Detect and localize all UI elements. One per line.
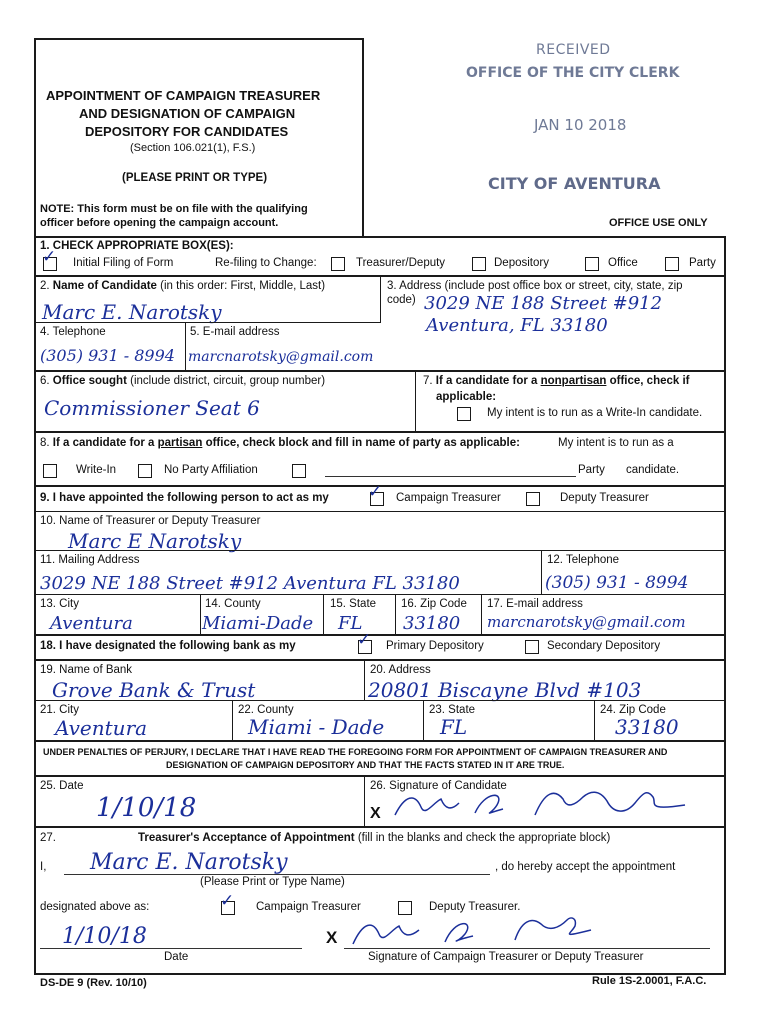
treasurer-telephone-value: (305) 931 - 8994 (545, 573, 689, 593)
candidate-name-value: Marc E. Narotsky (42, 300, 222, 324)
candidate-address-value1: 3029 NE 188 Street #912 (424, 293, 663, 314)
acceptance-signature-label: Signature of Campaign Treasurer or Deputy Treasurer (368, 951, 644, 963)
nonpartisan-label-line1: 7. If a candidate for a nonpartisan office, check if (423, 375, 690, 387)
designated-bank-label: 18. I have designated the following bank as my (40, 640, 296, 652)
treasurer-email-value: marcnarotsky@gmail.com (487, 613, 686, 631)
label-campaign-treasurer: Campaign Treasurer (396, 492, 501, 504)
candidate-email-label: 5. E-mail address (190, 326, 280, 338)
label-treasurer-deputy: Treasurer/Deputy (356, 257, 446, 269)
city-value: Aventura (50, 613, 133, 634)
stamp-date: JAN 10 2018 (534, 116, 627, 134)
form-title-line2: AND DESIGNATION OF CAMPAIGN (79, 106, 296, 121)
state-value: FL (338, 613, 363, 634)
form-title-line3: DEPOSITORY FOR CANDIDATES (85, 124, 289, 139)
city-label: 13. City (40, 598, 79, 610)
state-label: 15. State (330, 598, 377, 610)
label-deputy-treasurer: Deputy Treasurer (560, 492, 649, 504)
perjury-line2: DESIGNATION OF CAMPAIGN DEPOSITORY AND THAT THE FACTS STATED IN IT ARE TRUE. (166, 760, 565, 770)
acceptance-date-label: Date (164, 951, 189, 963)
label-write-in-intent: My intent is to run as a Write-In candidate. (487, 407, 703, 419)
label-office: Office (608, 257, 638, 269)
checkbox-write-in[interactable] (43, 464, 57, 478)
label-initial-filing: Initial Filing of Form (73, 257, 174, 269)
checkbox-office[interactable] (585, 257, 599, 271)
candidate-telephone-label: 4. Telephone (40, 326, 106, 338)
partisan-label: 8. If a candidate for a partisan office, check block and fill in name of party as applicable: (40, 437, 520, 449)
checkbox-treasurer-deputy[interactable] (331, 257, 345, 271)
treasurer-name-label: 10. Name of Treasurer or Deputy Treasurer (40, 515, 261, 527)
checkbox-party-name[interactable] (292, 464, 306, 478)
bank-city-value: Aventura (55, 716, 148, 740)
label-no-party: No Party Affiliation (164, 464, 258, 476)
bank-address-value: 20801 Biscayne Blvd #103 (368, 678, 642, 702)
bank-city-label: 21. City (40, 704, 79, 716)
label-accept-deputy-treasurer: Deputy Treasurer. (429, 901, 521, 913)
checkbox-secondary-depository[interactable] (525, 640, 539, 654)
bank-zip-value: 33180 (615, 715, 679, 739)
nonpartisan-label-line2: applicable: (436, 391, 497, 403)
office-use-only: OFFICE USE ONLY (609, 217, 708, 229)
acceptance-name-value: Marc E. Narotsky (90, 850, 288, 875)
treasurer-email-label: 17. E-mail address (487, 598, 583, 610)
candidate-signature-image (385, 785, 695, 825)
partisan-intent-label: My intent is to run as a (558, 437, 674, 449)
rule-reference: Rule 1S-2.0001, F.A.C. (592, 975, 707, 987)
checkbox-no-party[interactable] (138, 464, 152, 478)
perjury-line1: UNDER PENALTIES OF PERJURY, I DECLARE THAT I HAVE READ THE FOREGOING FORM FOR APPOINTMENT OF CAMPAIGN TREASURER AND (43, 747, 668, 757)
stamp-received: RECEIVED (536, 42, 611, 58)
candidate-address-label2: code) (387, 294, 416, 306)
bank-county-label: 22. County (238, 704, 294, 716)
print-note: (PLEASE PRINT OR TYPE) (122, 172, 268, 184)
label-primary-depository: Primary Depository (386, 640, 484, 652)
checkmark-primary-depository: ✓ (357, 630, 372, 650)
stamp-city: CITY OF AVENTURA (488, 174, 661, 193)
bank-county-value: Miami - Dade (248, 715, 385, 739)
acceptance-designated-label: designated above as: (40, 901, 150, 913)
zip-value: 33180 (403, 613, 461, 634)
acceptance-title: Treasurer's Acceptance of Appointment (fill in the blanks and check the appropriate block) (138, 832, 611, 844)
zip-label: 16. Zip Code (401, 598, 467, 610)
treasurer-name-value: Marc E Narotsky (68, 529, 242, 553)
label-refiling: Re-filing to Change: (215, 257, 317, 269)
label-candidate: candidate. (626, 464, 680, 476)
office-sought-label: 6. Office sought (include district, circuit, group number) (40, 375, 326, 387)
candidate-address-value2: Aventura, FL 33180 (426, 315, 608, 336)
note-line2: officer before opening the campaign account. (40, 217, 279, 229)
label-secondary-depository: Secondary Depository (547, 640, 661, 652)
acceptance-print-name-label: (Please Print or Type Name) (200, 876, 345, 888)
checkbox-deputy-treasurer[interactable] (526, 492, 540, 506)
county-label: 14. County (205, 598, 261, 610)
date-value: 1/10/18 (96, 793, 197, 823)
statute-reference: (Section 106.021(1), F.S.) (130, 142, 256, 154)
candidate-address-label1: 3. Address (include post office box or street, city, state, zip (387, 280, 683, 292)
acceptance-number: 27. (40, 832, 56, 844)
stamp-office: OFFICE OF THE CITY CLERK (466, 65, 680, 81)
candidate-signature-x: X (370, 805, 381, 822)
acceptance-accept-text: , do hereby accept the appointment (495, 861, 676, 873)
form-title-line1: APPOINTMENT OF CAMPAIGN TREASURER (46, 88, 321, 103)
candidate-signature-label: 26. Signature of Candidate (370, 780, 507, 792)
party-name-field[interactable] (325, 476, 576, 477)
acceptance-i-label: I, (40, 861, 47, 873)
candidate-name-label: 2. Name of Candidate (in this order: First, Middle, Last) (40, 280, 326, 292)
label-party-name: Party (578, 464, 605, 476)
checkbox-write-in-nonpartisan[interactable] (457, 407, 471, 421)
label-accept-campaign-treasurer: Campaign Treasurer (256, 901, 361, 913)
mailing-address-label: 11. Mailing Address (40, 554, 140, 566)
treasurer-signature-image (345, 912, 595, 952)
checkmark-accept-campaign-treasurer: ✓ (220, 891, 235, 911)
checkbox-party[interactable] (665, 257, 679, 271)
checkmark-campaign-treasurer: ✓ (368, 482, 383, 502)
label-party: Party (689, 257, 716, 269)
bank-name-label: 19. Name of Bank (40, 664, 133, 676)
appointed-label: 9. I have appointed the following person to act as my (40, 492, 329, 504)
office-sought-value: Commissioner Seat 6 (44, 396, 260, 420)
bank-zip-label: 24. Zip Code (600, 704, 666, 716)
treasurer-telephone-label: 12. Telephone (547, 554, 620, 566)
bank-state-value: FL (440, 715, 468, 739)
candidate-telephone-value: (305) 931 - 8994 (40, 346, 175, 365)
bank-name-value: Grove Bank & Trust (52, 678, 256, 702)
note-line1: NOTE: This form must be on file with the qualifying (40, 203, 308, 215)
label-write-in: Write-In (76, 464, 117, 476)
bank-address-label: 20. Address (370, 664, 431, 676)
acceptance-signature-x: X (326, 928, 338, 947)
acceptance-date-value: 1/10/18 (62, 924, 147, 949)
checkbox-depository[interactable] (472, 257, 486, 271)
section1-label: 1. CHECK APPROPRIATE BOX(ES): (40, 240, 234, 252)
mailing-address-value: 3029 NE 188 Street #912 Aventura FL 33180 (40, 573, 460, 594)
county-value: Miami-Dade (202, 613, 314, 634)
checkmark-initial-filing: ✓ (42, 247, 57, 267)
label-depository: Depository (494, 257, 549, 269)
date-label: 25. Date (40, 780, 84, 792)
form-id: DS-DE 9 (Rev. 10/10) (40, 977, 147, 989)
bank-state-label: 23. State (429, 704, 476, 716)
candidate-email-value: marcnarotsky@gmail.com (188, 349, 374, 365)
